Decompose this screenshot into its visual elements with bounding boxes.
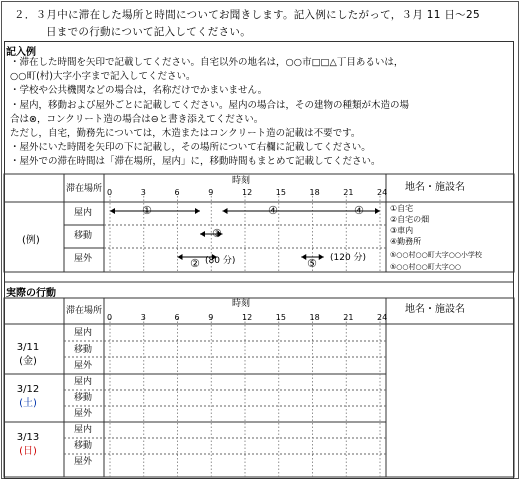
hour-tick-label: 21	[343, 313, 354, 322]
hour-tick-label: 9	[208, 188, 214, 197]
arrow-head	[223, 208, 228, 214]
note-line: ○○町(村)大字小字まで記入してください。	[10, 71, 196, 83]
arrow-head	[195, 208, 200, 214]
place-header: 滞在場所	[66, 306, 103, 316]
row-label-move: 移動	[74, 231, 93, 241]
arrow-head	[319, 254, 324, 260]
actual-heading: 実際の行動	[6, 288, 56, 299]
place-header: 滞在場所	[66, 184, 103, 194]
row-label-outdoor: 屋外	[74, 457, 93, 467]
arrow-head	[301, 254, 306, 260]
note-line: ・屋外での滞在時間は「滞在場所，屋内」に，移動時間もまとめて記載してください。	[10, 156, 381, 168]
row-label-outdoor: 屋外	[74, 409, 93, 419]
hour-tick-label: 21	[343, 188, 354, 197]
circled-4b: ④	[354, 204, 364, 217]
note-line: ・滞在した時間を矢印で記載してください。自宅以外の地名は，○○市□□△丁目あるいは，	[10, 57, 404, 68]
hour-tick-label: 18	[309, 313, 320, 322]
hour-tick-label: 15	[275, 188, 286, 197]
example-location: ④勤務所	[390, 237, 422, 246]
row-label-indoor: 屋内	[74, 425, 93, 435]
time-header: 時刻	[232, 176, 251, 186]
question-line-1: ２．３月中に滞在した場所と時間についてお聞きします。記入例にしたがって，３月 11 日～25	[14, 9, 480, 21]
hour-tick-label: 3	[140, 188, 146, 197]
arrow-head	[178, 254, 183, 260]
hour-tick-label: 18	[309, 188, 320, 197]
hour-grid-lines	[110, 196, 380, 477]
example-location: ①自宅	[390, 204, 414, 213]
row-label-move: 移動	[74, 393, 93, 403]
hour-tick-label: 9	[208, 313, 214, 322]
example-heading: 記入例	[6, 47, 36, 58]
time-header: 時刻	[232, 299, 251, 309]
example-location: ③車内	[390, 226, 414, 235]
hour-tick-label: 0	[107, 313, 113, 322]
circled-4a: ④	[268, 204, 278, 217]
hour-tick-label: 24	[377, 313, 388, 322]
row-label-indoor: 屋内	[74, 208, 93, 218]
note-line: ・屋内，移動および屋外ごとに記載してください。屋内の場合は，その建物の種類が木造の場	[10, 99, 410, 111]
hour-tick-label: 24	[377, 188, 388, 197]
hour-tick-label: 6	[174, 188, 180, 197]
hour-tick-label: 12	[242, 188, 253, 197]
row-label-move: 移動	[74, 345, 93, 355]
circled-5: ⑤	[307, 257, 317, 270]
row-label-move: 移動	[74, 441, 93, 451]
example-location: ⑤○○村○○町大字○○	[390, 263, 461, 271]
circled-1: ①	[142, 204, 152, 217]
note-line: ・屋外にいた時間を矢印の下に記載し，その場所について右欄に記載してください。	[10, 142, 371, 154]
location-header: 地名・施設名	[405, 182, 465, 193]
hour-tick-label: 3	[140, 313, 146, 322]
circled-3: ③	[212, 227, 222, 240]
row-label-indoor: 屋内	[74, 377, 93, 387]
arrow-head	[110, 208, 115, 214]
hour-tick-label: 12	[242, 313, 253, 322]
hour-tick-label: 15	[275, 313, 286, 322]
day-date: 3/13 (日)	[16, 432, 40, 457]
duration-120: (120 分)	[330, 253, 367, 263]
note-line: ・学校や公共機関などの場合は，名称だけでかまいません。	[10, 85, 268, 97]
example-location: ⑤○○村○○町大字○○小学校	[390, 251, 482, 259]
example-label: (例)	[22, 235, 40, 246]
row-label-indoor: 屋内	[74, 328, 93, 338]
location-header: 地名・施設名	[405, 304, 465, 315]
example-location: ②自宅の畑	[390, 215, 430, 224]
row-label-outdoor: 屋外	[74, 361, 93, 371]
note-line: ただし，自宅，勤務先については，木造またはコンクリート造の記載は不要です。	[10, 128, 361, 140]
row-label-outdoor: 屋外	[74, 254, 93, 264]
day-date: 3/11 (金)	[16, 342, 40, 367]
hour-tick-label: 0	[107, 188, 113, 197]
hour-tick-label: 6	[174, 313, 180, 322]
question-line-2: 日までの行動について記入してください。	[46, 26, 251, 38]
day-date: 3/12 (土)	[16, 384, 40, 409]
duration-80: (80 分)	[205, 256, 236, 266]
arrow-head	[375, 208, 380, 214]
note-line: 合は⊗，コンクリート造の場合は⊖と書き添えてください。	[10, 113, 264, 125]
circled-2: ②	[190, 257, 200, 270]
arrow-head	[200, 231, 205, 237]
